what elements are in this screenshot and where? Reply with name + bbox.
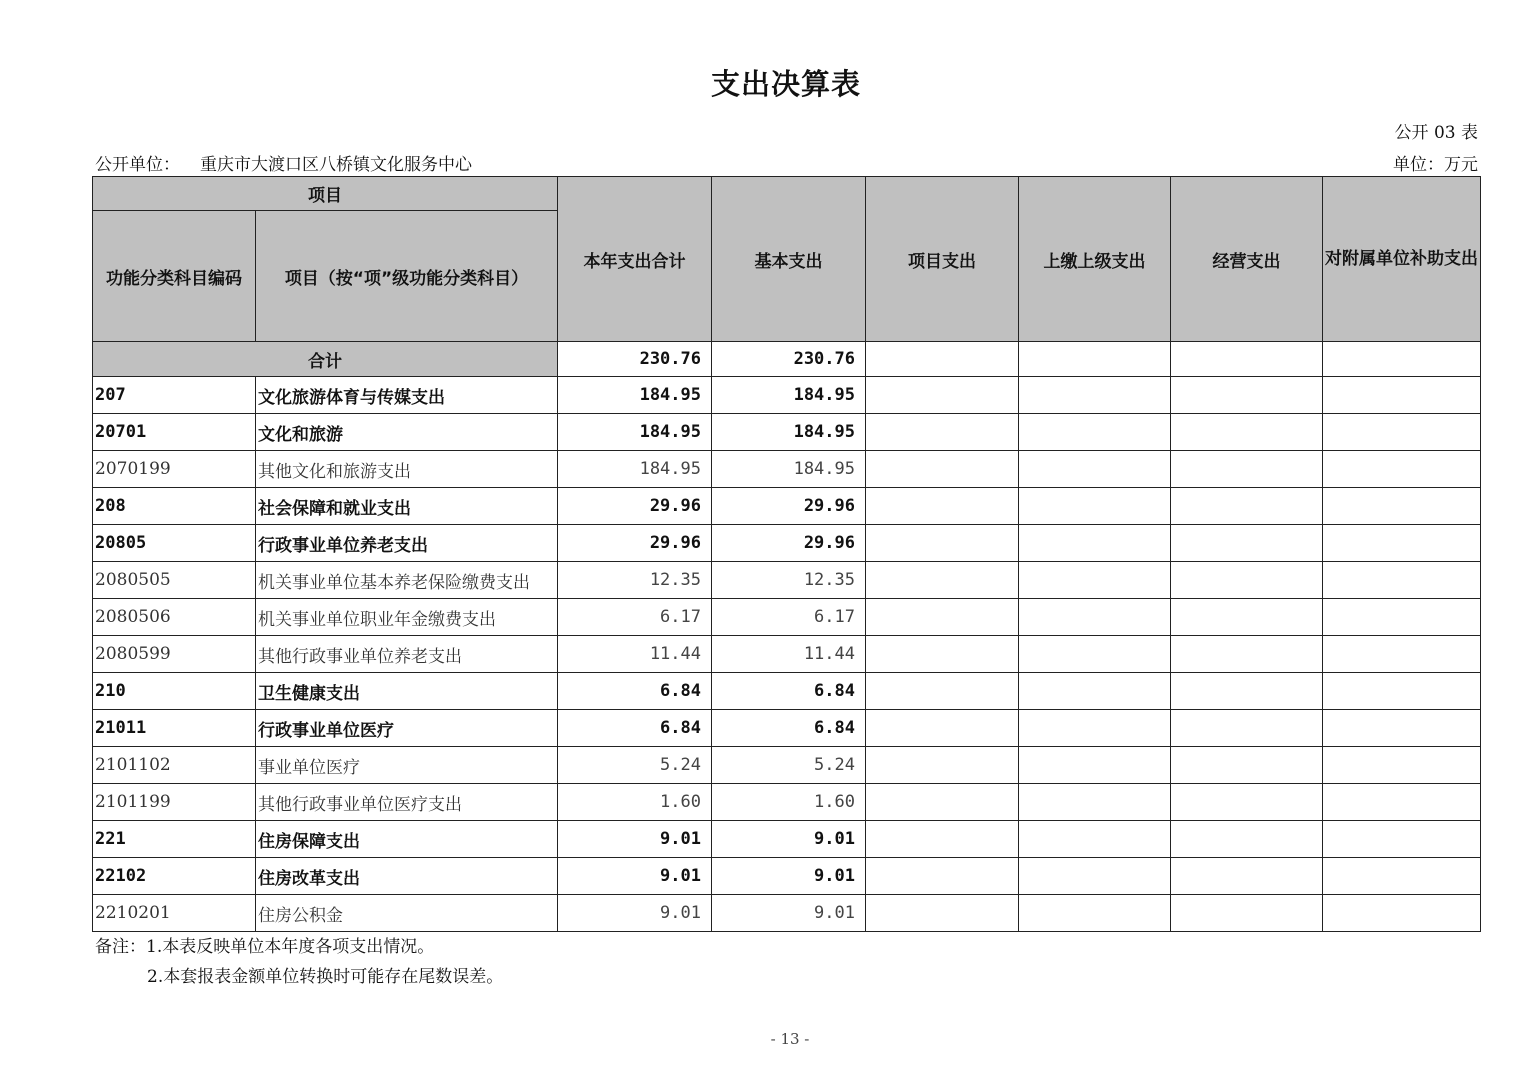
- row-name: 其他行政事业单位医疗支出: [256, 784, 558, 821]
- row-basic: 6.84: [712, 673, 866, 710]
- row-name: 其他行政事业单位养老支出: [256, 636, 558, 673]
- row-name: 行政事业单位养老支出: [256, 525, 558, 562]
- row-total: 6.84: [558, 710, 712, 747]
- row-basic: 6.84: [712, 710, 866, 747]
- empty-cell: [866, 710, 1019, 747]
- empty-cell: [1019, 525, 1171, 562]
- empty-cell: [1171, 858, 1323, 895]
- empty-cell: [1019, 636, 1171, 673]
- row-code: 2101102: [93, 747, 256, 784]
- empty-cell: [1323, 784, 1481, 821]
- row-total: 11.44: [558, 636, 712, 673]
- empty-cell: [1323, 525, 1481, 562]
- empty-cell: [866, 821, 1019, 858]
- empty-cell: [1171, 784, 1323, 821]
- row-basic: 9.01: [712, 895, 866, 932]
- row-code: 2080505: [93, 562, 256, 599]
- empty-cell: [1171, 895, 1323, 932]
- page-number: - 13 -: [770, 1030, 810, 1048]
- notes: [95, 932, 503, 992]
- empty-cell: [866, 747, 1019, 784]
- empty-cell: [866, 784, 1019, 821]
- row-basic: 184.95: [712, 451, 866, 488]
- total-label: 合计: [93, 342, 558, 377]
- empty-cell: [1323, 342, 1481, 377]
- row-code: 20805: [93, 525, 256, 562]
- empty-cell: [1171, 821, 1323, 858]
- table-row: [93, 821, 1481, 858]
- empty-cell: [866, 488, 1019, 525]
- empty-cell: [1171, 414, 1323, 451]
- table-row: [93, 414, 1481, 451]
- empty-cell: [1019, 342, 1171, 377]
- empty-cell: [1323, 636, 1481, 673]
- row-total: 6.17: [558, 599, 712, 636]
- header-name: 项目（按“项”级功能分类科目）: [256, 211, 558, 342]
- currency-unit: 单位：万元: [1393, 155, 1478, 175]
- empty-cell: [866, 895, 1019, 932]
- table-row: [93, 599, 1481, 636]
- row-basic: 9.01: [712, 821, 866, 858]
- empty-cell: [1323, 747, 1481, 784]
- row-basic: 6.17: [712, 599, 866, 636]
- row-name: 住房公积金: [256, 895, 558, 932]
- header-subsidy: 对附属单位补助支出: [1323, 177, 1481, 342]
- total-row: [93, 342, 1481, 377]
- table-row: [93, 895, 1481, 932]
- empty-cell: [1323, 821, 1481, 858]
- total-basic: 230.76: [712, 342, 866, 377]
- row-name: 机关事业单位职业年金缴费支出: [256, 599, 558, 636]
- empty-cell: [1171, 673, 1323, 710]
- empty-cell: [866, 525, 1019, 562]
- empty-cell: [1019, 858, 1171, 895]
- table-row: [93, 858, 1481, 895]
- row-name: 住房保障支出: [256, 821, 558, 858]
- empty-cell: [1171, 636, 1323, 673]
- row-code: 2080599: [93, 636, 256, 673]
- row-basic: 29.96: [712, 525, 866, 562]
- row-name: 文化和旅游: [256, 414, 558, 451]
- row-basic: 12.35: [712, 562, 866, 599]
- row-total: 184.95: [558, 414, 712, 451]
- table-row: [93, 525, 1481, 562]
- empty-cell: [1323, 895, 1481, 932]
- table-row: [93, 673, 1481, 710]
- row-total: 6.84: [558, 673, 712, 710]
- empty-cell: [1019, 895, 1171, 932]
- row-name: 文化旅游体育与传媒支出: [256, 377, 558, 414]
- table-row: [93, 451, 1481, 488]
- row-code: 21011: [93, 710, 256, 747]
- row-code: 207: [93, 377, 256, 414]
- table-row: [93, 636, 1481, 673]
- row-total: 184.95: [558, 451, 712, 488]
- empty-cell: [1019, 821, 1171, 858]
- empty-cell: [1019, 747, 1171, 784]
- empty-cell: [1171, 488, 1323, 525]
- row-code: 208: [93, 488, 256, 525]
- row-name: 事业单位医疗: [256, 747, 558, 784]
- row-total: 184.95: [558, 377, 712, 414]
- empty-cell: [1171, 525, 1323, 562]
- row-basic: 1.60: [712, 784, 866, 821]
- row-name: 社会保障和就业支出: [256, 488, 558, 525]
- empty-cell: [1171, 377, 1323, 414]
- empty-cell: [866, 377, 1019, 414]
- empty-cell: [1323, 599, 1481, 636]
- row-code: 20701: [93, 414, 256, 451]
- empty-cell: [1019, 599, 1171, 636]
- empty-cell: [1171, 710, 1323, 747]
- empty-cell: [866, 599, 1019, 636]
- empty-cell: [866, 636, 1019, 673]
- table-row: [93, 562, 1481, 599]
- empty-cell: [866, 342, 1019, 377]
- unit-label: 公开单位：: [95, 155, 180, 175]
- empty-cell: [1323, 673, 1481, 710]
- row-code: 2210201: [93, 895, 256, 932]
- empty-cell: [1019, 377, 1171, 414]
- row-basic: 9.01: [712, 858, 866, 895]
- empty-cell: [866, 414, 1019, 451]
- row-basic: 29.96: [712, 488, 866, 525]
- row-total: 9.01: [558, 858, 712, 895]
- row-total: 1.60: [558, 784, 712, 821]
- page-title: 支出决算表: [710, 67, 861, 101]
- header-project-expenditure: 项目支出: [866, 177, 1019, 342]
- reporting-unit: [95, 150, 472, 175]
- empty-cell: [1171, 747, 1323, 784]
- row-name: 机关事业单位基本养老保险缴费支出: [256, 562, 558, 599]
- row-code: 22102: [93, 858, 256, 895]
- empty-cell: [1019, 673, 1171, 710]
- empty-cell: [1019, 451, 1171, 488]
- note-line-1: 备注：1.本表反映单位本年度各项支出情况。: [95, 937, 435, 957]
- empty-cell: [866, 562, 1019, 599]
- row-code: 221: [93, 821, 256, 858]
- empty-cell: [1019, 562, 1171, 599]
- row-code: 2101199: [93, 784, 256, 821]
- header-total: 本年支出合计: [558, 177, 712, 342]
- row-name: 行政事业单位医疗: [256, 710, 558, 747]
- header-business: 经营支出: [1171, 177, 1323, 342]
- row-name: 卫生健康支出: [256, 673, 558, 710]
- note-line-2: 2.本套报表金额单位转换时可能存在尾数误差。: [147, 967, 504, 987]
- unit-name: 重庆市大渡口区八桥镇文化服务中心: [200, 155, 472, 175]
- row-code: 2070199: [93, 451, 256, 488]
- empty-cell: [1171, 599, 1323, 636]
- table-row: [93, 784, 1481, 821]
- empty-cell: [1323, 562, 1481, 599]
- row-total: 9.01: [558, 821, 712, 858]
- expenditure-table: [92, 176, 1481, 932]
- table-row: [93, 377, 1481, 414]
- empty-cell: [1019, 414, 1171, 451]
- empty-cell: [1323, 414, 1481, 451]
- row-code: 210: [93, 673, 256, 710]
- table-row: [93, 710, 1481, 747]
- row-total: 5.24: [558, 747, 712, 784]
- empty-cell: [1323, 377, 1481, 414]
- empty-cell: [866, 451, 1019, 488]
- row-basic: 184.95: [712, 414, 866, 451]
- row-total: 12.35: [558, 562, 712, 599]
- header-basic: 基本支出: [712, 177, 866, 342]
- row-basic: 11.44: [712, 636, 866, 673]
- row-name: 其他文化和旅游支出: [256, 451, 558, 488]
- row-total: 9.01: [558, 895, 712, 932]
- empty-cell: [1171, 451, 1323, 488]
- form-number: 公开 03 表: [1394, 123, 1478, 143]
- empty-cell: [1323, 488, 1481, 525]
- table-row: [93, 747, 1481, 784]
- header-code: 功能分类科目编码: [93, 211, 256, 342]
- row-total: 29.96: [558, 525, 712, 562]
- table-row: [93, 488, 1481, 525]
- row-basic: 5.24: [712, 747, 866, 784]
- empty-cell: [1019, 488, 1171, 525]
- empty-cell: [866, 858, 1019, 895]
- empty-cell: [866, 673, 1019, 710]
- header-upper-level: 上缴上级支出: [1019, 177, 1171, 342]
- header-project: 项目: [93, 177, 558, 211]
- row-total: 29.96: [558, 488, 712, 525]
- empty-cell: [1019, 784, 1171, 821]
- empty-cell: [1323, 858, 1481, 895]
- row-code: 2080506: [93, 599, 256, 636]
- row-basic: 184.95: [712, 377, 866, 414]
- total-sum: 230.76: [558, 342, 712, 377]
- empty-cell: [1171, 342, 1323, 377]
- empty-cell: [1323, 451, 1481, 488]
- table-body: [93, 342, 1481, 932]
- row-name: 住房改革支出: [256, 858, 558, 895]
- empty-cell: [1171, 562, 1323, 599]
- empty-cell: [1323, 710, 1481, 747]
- empty-cell: [1019, 710, 1171, 747]
